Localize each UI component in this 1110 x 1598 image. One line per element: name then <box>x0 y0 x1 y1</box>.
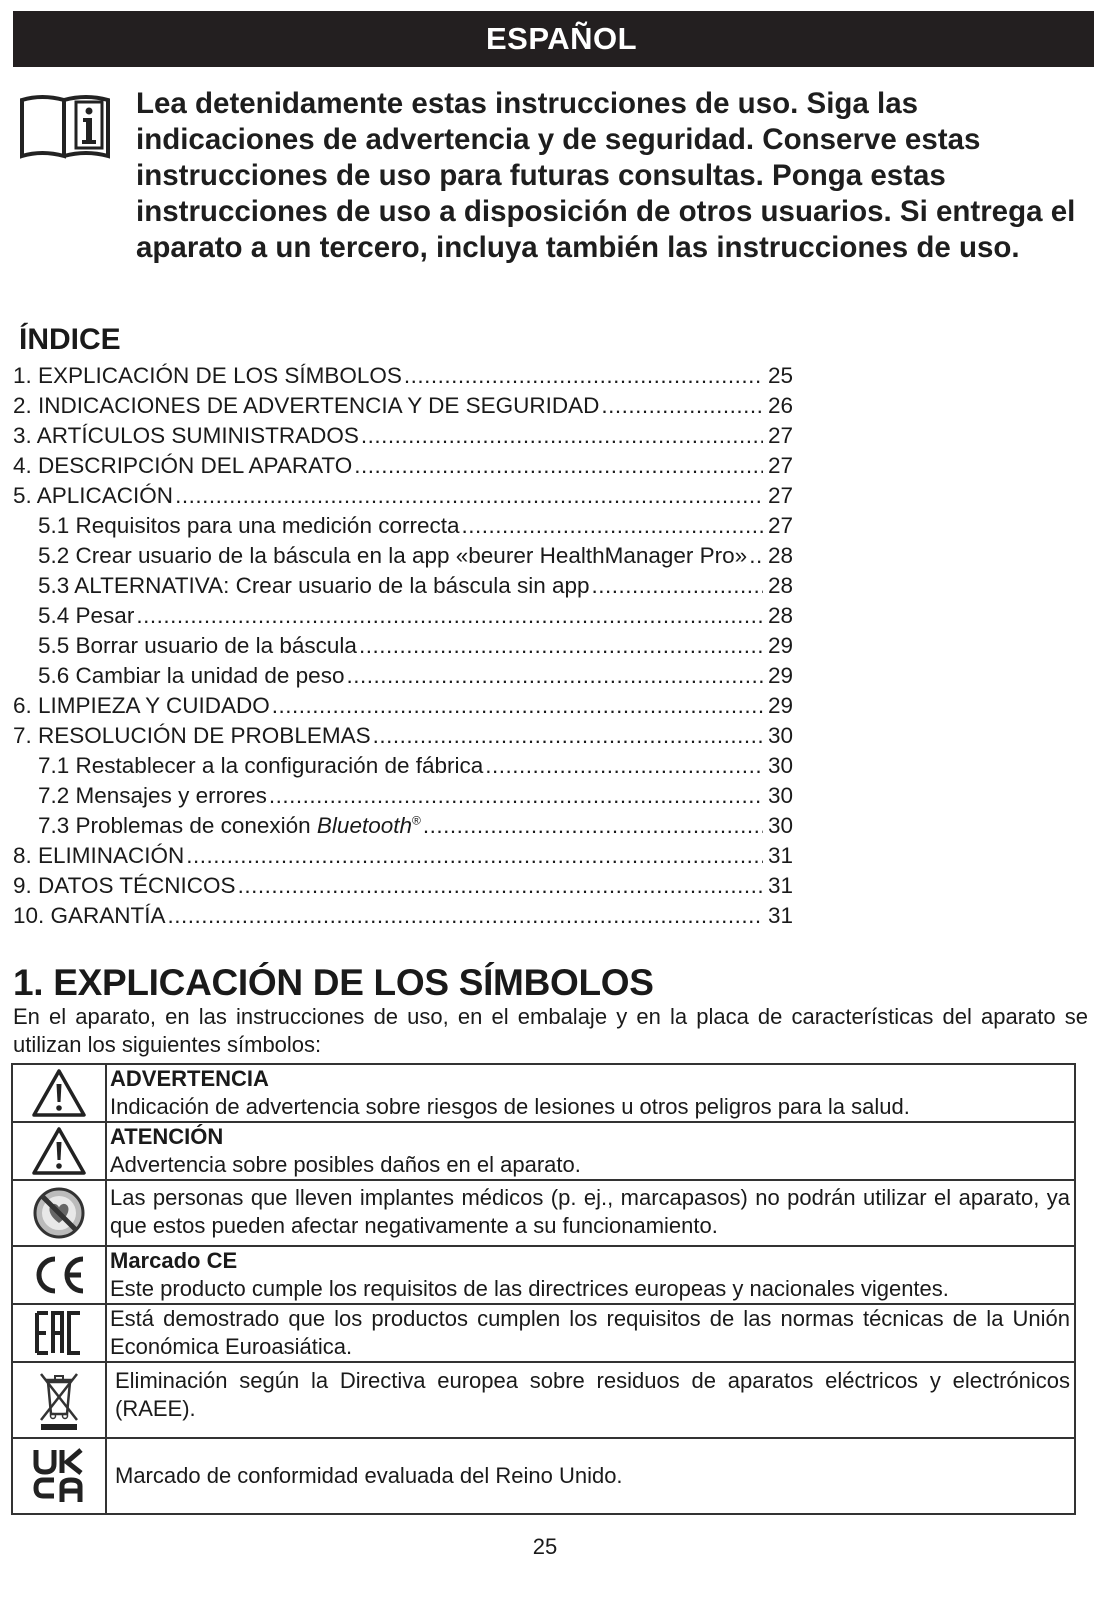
weee-bin-icon <box>12 1362 106 1438</box>
toc-entry-page: 27 <box>767 453 793 478</box>
toc-entry-label: 9. DATOS TÉCNICOS <box>13 873 236 898</box>
toc-entry-label: 2. INDICACIONES DE ADVERTENCIA Y DE SEGURIDAD <box>13 393 600 418</box>
toc-entry-page: 28 <box>767 543 793 568</box>
toc-leader <box>461 511 763 541</box>
toc-entry-page: 29 <box>767 663 793 688</box>
read-manual-icon <box>18 90 114 162</box>
toc-leader <box>601 391 763 421</box>
toc-subentry[interactable] <box>13 811 793 841</box>
toc-entry[interactable] <box>13 691 793 721</box>
toc-entry-label: 7.2 Mensajes y errores <box>38 783 267 808</box>
toc-subentry[interactable] <box>13 661 793 691</box>
toc-leader <box>361 421 763 451</box>
symbol-text: Eliminación según la Directiva europea sobre residuos de aparatos eléctricos y electrónicos (RAEE). <box>115 1368 1070 1421</box>
no-pacemaker-icon <box>12 1180 106 1246</box>
warning-triangle-icon <box>12 1064 106 1122</box>
intro-warning-text: Lea detenidamente estas instrucciones de uso. Siga las indicaciones de advertencia y de seguridad. Conserve estas instrucciones de uso para futuras consultas. Ponga estas instrucciones de uso a disposición de otros usuarios. Si entrega el aparato a un tercero, incluya también las instrucciones de uso. <box>136 87 1076 264</box>
symbol-description <box>106 1304 1075 1362</box>
toc-entry-label: 5.2 Crear usuario de la báscula en la app «beurer HealthManager Pro» <box>38 543 748 568</box>
toc-entry-label: 8. ELIMINACIÓN <box>13 843 185 868</box>
toc-entry-label: 3. ARTÍCULOS SUMINISTRADOS <box>13 423 359 448</box>
table-row <box>12 1064 1075 1122</box>
toc-subentry[interactable] <box>13 571 793 601</box>
toc-entry-page: 31 <box>767 873 793 898</box>
toc-entry-page: 27 <box>767 423 793 448</box>
toc-entry-page: 30 <box>767 813 793 838</box>
section-title: 1. EXPLICACIÓN DE LOS SÍMBOLOS <box>13 962 654 1003</box>
symbol-text: Las personas que lleven implantes médicos (p. ej., marcapasos) no podrán utilizar el aparato, ya que estos pueden afectar negativamente a su funcionamiento. <box>110 1185 1070 1238</box>
toc-subentry[interactable] <box>13 541 793 571</box>
toc-leader <box>186 841 763 871</box>
toc-leader <box>749 541 763 571</box>
toc-entry-label: 7. RESOLUCIÓN DE PROBLEMAS <box>13 723 371 748</box>
toc-entry-page: 30 <box>767 723 793 748</box>
toc-leader <box>354 451 763 481</box>
eac-mark-icon <box>12 1304 106 1362</box>
table-row <box>12 1246 1075 1304</box>
toc-subentry[interactable] <box>13 511 793 541</box>
toc-entry-label: 7.1 Restablecer a la configuración de fábrica <box>38 753 484 778</box>
symbol-text: Marcado de conformidad evaluada del Reino Unido. <box>115 1463 623 1488</box>
toc-leader <box>373 721 763 751</box>
symbol-text: Advertencia sobre posibles daños en el aparato. <box>110 1152 581 1177</box>
toc-entry[interactable] <box>13 481 793 511</box>
toc-entry-page: 31 <box>767 903 793 928</box>
toc-entry[interactable] <box>13 361 793 391</box>
symbol-description <box>106 1122 1075 1180</box>
toc-leader <box>423 811 763 841</box>
page-number: 25 <box>532 1534 558 1559</box>
toc-entry-page: 27 <box>767 483 793 508</box>
toc-entry[interactable] <box>13 451 793 481</box>
symbol-description <box>106 1438 1075 1514</box>
toc-entry[interactable] <box>13 841 793 871</box>
symbol-text: Indicación de advertencia sobre riesgos de lesiones u otros peligros para la salud. <box>110 1094 910 1119</box>
toc-entry-label <box>38 811 421 841</box>
toc-entry-page: 28 <box>767 603 793 628</box>
symbol-title: Marcado CE <box>110 1248 238 1273</box>
toc-entry-page: 27 <box>767 513 793 538</box>
toc-leader <box>168 901 763 931</box>
symbol-description <box>106 1180 1075 1246</box>
symbol-title: ATENCIÓN <box>110 1124 224 1149</box>
ukca-mark-icon <box>12 1438 106 1514</box>
symbol-title: ADVERTENCIA <box>110 1066 269 1091</box>
language-header <box>13 11 1094 67</box>
toc-entry-page: 29 <box>767 633 793 658</box>
section-intro: En el aparato, en las instrucciones de uso, en el embalaje y en la placa de características del aparato se utilizan los siguientes símbolos: <box>13 1004 1088 1057</box>
toc-subentry[interactable] <box>13 751 793 781</box>
toc-entry[interactable] <box>13 871 793 901</box>
toc-entry-label: 5.3 ALTERNATIVA: Crear usuario de la báscula sin app <box>38 573 590 598</box>
symbol-text: Este producto cumple los requisitos de las directrices europeas y nacionales vigentes. <box>110 1276 949 1301</box>
language-title: ESPAÑOL <box>485 21 638 56</box>
table-row <box>12 1362 1075 1438</box>
toc-entry-label: 5.4 Pesar <box>38 603 135 628</box>
toc-entry-label: 1. EXPLICACIÓN DE LOS SÍMBOLOS <box>13 363 402 388</box>
toc-leader <box>238 871 763 901</box>
toc-entry-page: 30 <box>767 753 793 778</box>
symbol-description <box>106 1064 1075 1122</box>
caution-triangle-icon <box>12 1122 106 1180</box>
toc-leader <box>346 661 763 691</box>
table-row <box>12 1180 1075 1246</box>
toc-leader <box>485 751 763 781</box>
toc-entry[interactable] <box>13 721 793 751</box>
toc-subentry[interactable] <box>13 631 793 661</box>
registered-mark: ® <box>412 813 421 828</box>
toc-entry-label: 5. APLICACIÓN <box>13 483 174 508</box>
toc-entry-label: 10. GARANTÍA <box>13 903 166 928</box>
table-row <box>12 1304 1075 1362</box>
toc-entry-page: 26 <box>767 393 793 418</box>
toc-entry-label-prefix: 7.3 Problemas de conexión <box>38 813 317 838</box>
toc-leader <box>269 781 763 811</box>
symbol-text: Está demostrado que los productos cumplen los requisitos de las normas técnicas de la Unión Económica Euroasiática. <box>110 1306 1070 1359</box>
toc-entry[interactable] <box>13 901 793 931</box>
toc-leader <box>592 571 763 601</box>
symbol-description <box>106 1246 1075 1304</box>
toc-entry-label: 4. DESCRIPCIÓN DEL APARATO <box>13 453 353 478</box>
toc-subentry[interactable] <box>13 781 793 811</box>
toc-entry-label: 5.5 Borrar usuario de la báscula <box>38 633 357 658</box>
bluetooth-brand: Bluetooth <box>316 813 412 838</box>
symbols-table <box>11 1063 1076 1515</box>
index-title: ÍNDICE <box>19 323 121 356</box>
symbol-description <box>106 1362 1075 1438</box>
toc-entry-label: 5.6 Cambiar la unidad de peso <box>38 663 345 688</box>
toc-entry-label: 6. LIMPIEZA Y CUIDADO <box>13 693 270 718</box>
toc-leader <box>404 361 763 391</box>
ce-mark-icon <box>12 1246 106 1304</box>
toc-leader <box>359 631 763 661</box>
toc-entry-page: 29 <box>767 693 793 718</box>
toc-entry[interactable] <box>13 391 793 421</box>
table-of-contents <box>13 361 793 931</box>
toc-entry-page: 30 <box>767 783 793 808</box>
toc-entry-label: 5.1 Requisitos para una medición correcta <box>38 513 460 538</box>
toc-leader <box>136 601 763 631</box>
toc-entry-page: 31 <box>767 843 793 868</box>
toc-entry[interactable] <box>13 421 793 451</box>
toc-entry-page: 28 <box>767 573 793 598</box>
toc-entry-page: 25 <box>767 363 793 388</box>
toc-leader <box>272 691 763 721</box>
table-row <box>12 1122 1075 1180</box>
table-row <box>12 1438 1075 1514</box>
toc-leader <box>175 481 763 511</box>
toc-subentry[interactable] <box>13 601 793 631</box>
